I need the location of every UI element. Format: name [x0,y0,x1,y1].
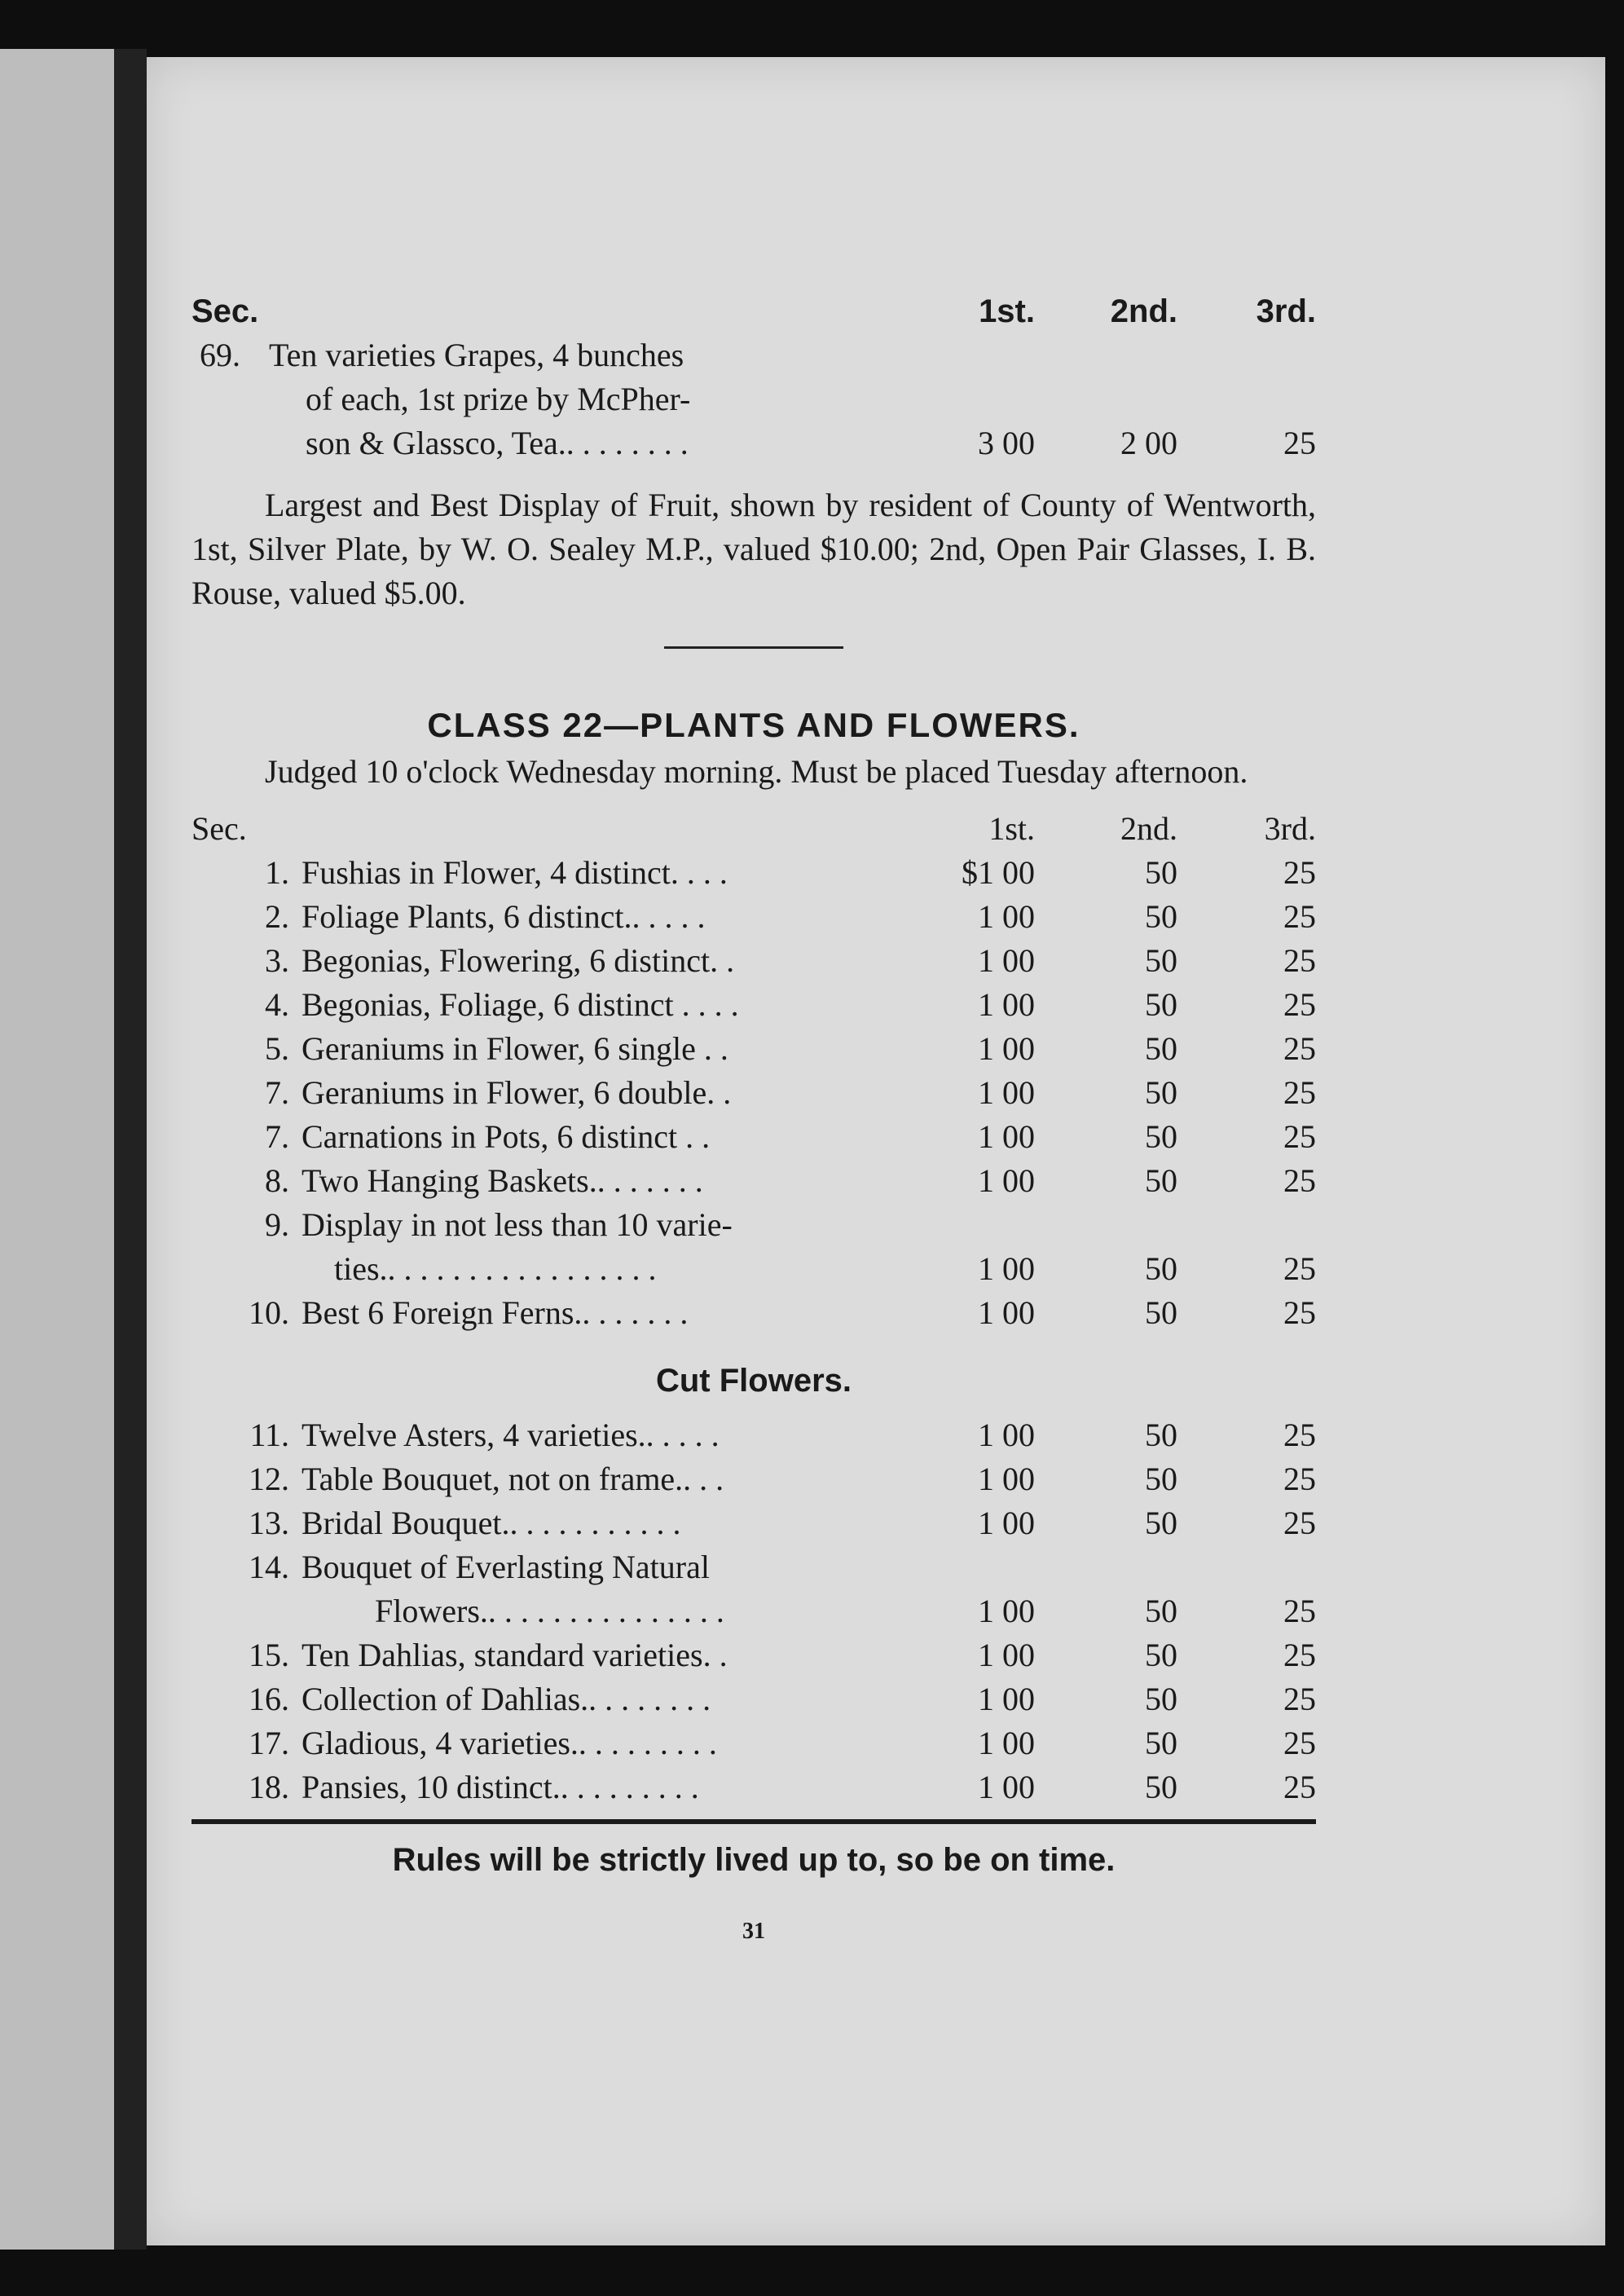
entry-number: 12. [249,1461,289,1497]
entry-row [191,1765,1316,1809]
entry-row [191,1721,1316,1765]
judging-note: Judged 10 o'clock Wednesday morning. Must be placed Tuesday afternoon. [265,753,1248,790]
third-prize: 25 [1283,898,1316,935]
section-divider [664,646,843,649]
first-prize: 1 00 [978,1505,1035,1541]
entry-row [191,1071,1316,1115]
entry-number: 1. [265,854,289,891]
third-prize: 25 [1283,1162,1316,1199]
third-prize-header: 3rd. [1256,293,1316,329]
adjacent-page-edge [0,49,114,2250]
sec-header: Sec. [191,293,259,329]
entry-number: 7. [265,1118,289,1155]
first-prize: 1 00 [978,942,1035,979]
first-prize: 3 00 [978,425,1035,461]
second-prize: 50 [1145,1505,1177,1541]
entry-number: 69. [200,337,240,373]
entry-description: Bouquet of Everlasting Natural [301,1549,710,1585]
first-prize: 1 00 [978,1637,1035,1673]
third-prize: 25 [1283,1030,1316,1067]
second-prize: 2 00 [1120,425,1177,461]
third-prize: 25 [1283,942,1316,979]
entry-row [191,895,1316,939]
second-prize: 50 [1145,1769,1177,1805]
entry-row [191,1677,1316,1721]
cut-flowers-heading: Cut Flowers. [655,1363,852,1399]
second-prize: 50 [1145,1074,1177,1111]
entry-row-continued [191,1247,1316,1291]
rules-note: Rules will be strictly lived up to, so be on time. [392,1842,1116,1878]
first-prize: 1 00 [978,1250,1035,1287]
second-prize: 50 [1145,986,1177,1023]
second-prize-header: 2nd. [1110,293,1177,329]
third-prize: 25 [1283,1250,1316,1287]
entry-row [191,1413,1316,1457]
entry-description: Pansies, 10 distinct.. . . . . . . . . [301,1769,699,1805]
first-prize: 1 00 [978,986,1035,1023]
second-prize: 50 [1145,1461,1177,1497]
second-prize: 50 [1145,1593,1177,1629]
entry-row [191,983,1316,1027]
second-prize: 50 [1145,854,1177,891]
entry-number: 16. [249,1681,289,1717]
entry-number: 10. [249,1294,289,1331]
entry-description: of each, 1st prize by McPher- [306,381,691,417]
entry-number: 4. [265,986,289,1023]
first-prize: $1 00 [962,854,1035,891]
entry-row [191,851,1316,895]
entry-number: 7. [265,1074,289,1111]
first-prize: 1 00 [978,1725,1035,1761]
entry-number: 13. [249,1505,289,1541]
entry-description: Two Hanging Baskets.. . . . . . . [301,1162,703,1199]
entry-description: Begonias, Flowering, 6 distinct. . [301,942,735,979]
third-prize: 25 [1283,1417,1316,1453]
third-prize: 25 [1283,1294,1316,1331]
entry-description: Bridal Bouquet.. . . . . . . . . . . [301,1505,681,1541]
entry-description: Geraniums in Flower, 6 double. . [301,1074,732,1111]
third-prize: 25 [1283,854,1316,891]
entry-description: Foliage Plants, 6 distinct.. . . . . [301,898,706,935]
second-prize: 50 [1145,1162,1177,1199]
entry-row-continued [191,421,1316,465]
entry-description: Table Bouquet, not on frame.. . . [301,1461,724,1497]
entry-number: 14. [249,1549,289,1585]
first-prize: 1 00 [978,1030,1035,1067]
third-prize: 25 [1283,1725,1316,1761]
column-header [191,807,1316,851]
entry-row-continued [191,377,1316,421]
second-prize: 50 [1145,1294,1177,1331]
entry-number: 9. [265,1206,289,1243]
page-content [191,289,1316,1971]
second-prize-header: 2nd. [1120,810,1177,847]
fruit-display-paragraph: Largest and Best Display of Fruit, shown by resident of County of Wentworth, 1st, Silver Plate, by W. O. Sealey M.P., valued $10.00; 2nd, Open Pair Glasses, I. B. Rouse, valued $5.00. [191,487,1316,611]
second-prize: 50 [1145,1681,1177,1717]
third-prize: 25 [1283,1505,1316,1541]
second-prize: 50 [1145,1725,1177,1761]
column-header-top [191,289,1316,333]
entry-row [191,1501,1316,1545]
first-prize: 1 00 [978,1769,1035,1805]
second-prize: 50 [1145,1030,1177,1067]
first-prize: 1 00 [978,1162,1035,1199]
third-prize: 25 [1283,1593,1316,1629]
third-prize: 25 [1283,986,1316,1023]
entry-number: 8. [265,1162,289,1199]
entry-row [191,1545,1316,1589]
second-prize: 50 [1145,1637,1177,1673]
entry-description: ties.. . . . . . . . . . . . . . . . . [334,1250,657,1287]
third-prize: 25 [1283,1074,1316,1111]
second-prize: 50 [1145,898,1177,935]
book-spine [114,49,147,2250]
entry-description: son & Glassco, Tea.. . . . . . . . [306,425,689,461]
first-prize-header: 1st. [979,293,1035,329]
page-number: 31 [742,1919,765,1944]
entry-row [191,333,1316,377]
first-prize: 1 00 [978,1681,1035,1717]
third-prize: 25 [1283,1118,1316,1155]
third-prize-header: 3rd. [1264,810,1316,847]
entry-description: Carnations in Pots, 6 distinct . . [301,1118,711,1155]
entry-row [191,1115,1316,1159]
entry-row [191,939,1316,983]
entry-number: 3. [265,942,289,979]
first-prize: 1 00 [978,1461,1035,1497]
entry-description: Display in not less than 10 varie- [301,1206,733,1243]
second-prize: 50 [1145,1250,1177,1287]
entry-description: Ten Dahlias, standard varieties. . [301,1637,728,1673]
entry-description: Ten varieties Grapes, 4 bunches [269,337,684,373]
entry-row [191,1291,1316,1335]
first-prize-header: 1st. [988,810,1035,847]
entry-number: 18. [249,1769,289,1805]
entry-description: Fushias in Flower, 4 distinct. . . . [301,854,728,891]
entry-number: 11. [249,1417,289,1453]
entry-row [191,1203,1316,1247]
entry-row [191,1027,1316,1071]
entry-row [191,1159,1316,1203]
first-prize: 1 00 [978,1417,1035,1453]
sec-header: Sec. [191,810,247,847]
second-prize: 50 [1145,1118,1177,1155]
third-prize: 25 [1283,425,1316,461]
entry-description: Geraniums in Flower, 6 single . . [301,1030,728,1067]
class-title: CLASS 22—PLANTS AND FLOWERS. [427,706,1080,744]
entry-number: 2. [265,898,289,935]
bottom-rule [191,1819,1316,1824]
entry-row-continued [191,1589,1316,1633]
entry-description: Flowers.. . . . . . . . . . . . . . . [375,1593,724,1629]
entry-description: Gladious, 4 varieties.. . . . . . . . . [301,1725,717,1761]
first-prize: 1 00 [978,1118,1035,1155]
entry-row [191,1457,1316,1501]
third-prize: 25 [1283,1637,1316,1673]
first-prize: 1 00 [978,1294,1035,1331]
first-prize: 1 00 [978,1593,1035,1629]
entry-description: Begonias, Foliage, 6 distinct . . . . [301,986,739,1023]
entry-number: 5. [265,1030,289,1067]
third-prize: 25 [1283,1769,1316,1805]
entry-number: 15. [249,1637,289,1673]
entry-description: Twelve Asters, 4 varieties.. . . . . [301,1417,720,1453]
second-prize: 50 [1145,942,1177,979]
entry-description: Best 6 Foreign Ferns.. . . . . . . [301,1294,689,1331]
entry-row [191,1633,1316,1677]
entry-description: Collection of Dahlias.. . . . . . . . [301,1681,711,1717]
third-prize: 25 [1283,1461,1316,1497]
first-prize: 1 00 [978,1074,1035,1111]
first-prize: 1 00 [978,898,1035,935]
entry-number: 17. [249,1725,289,1761]
second-prize: 50 [1145,1417,1177,1453]
third-prize: 25 [1283,1681,1316,1717]
